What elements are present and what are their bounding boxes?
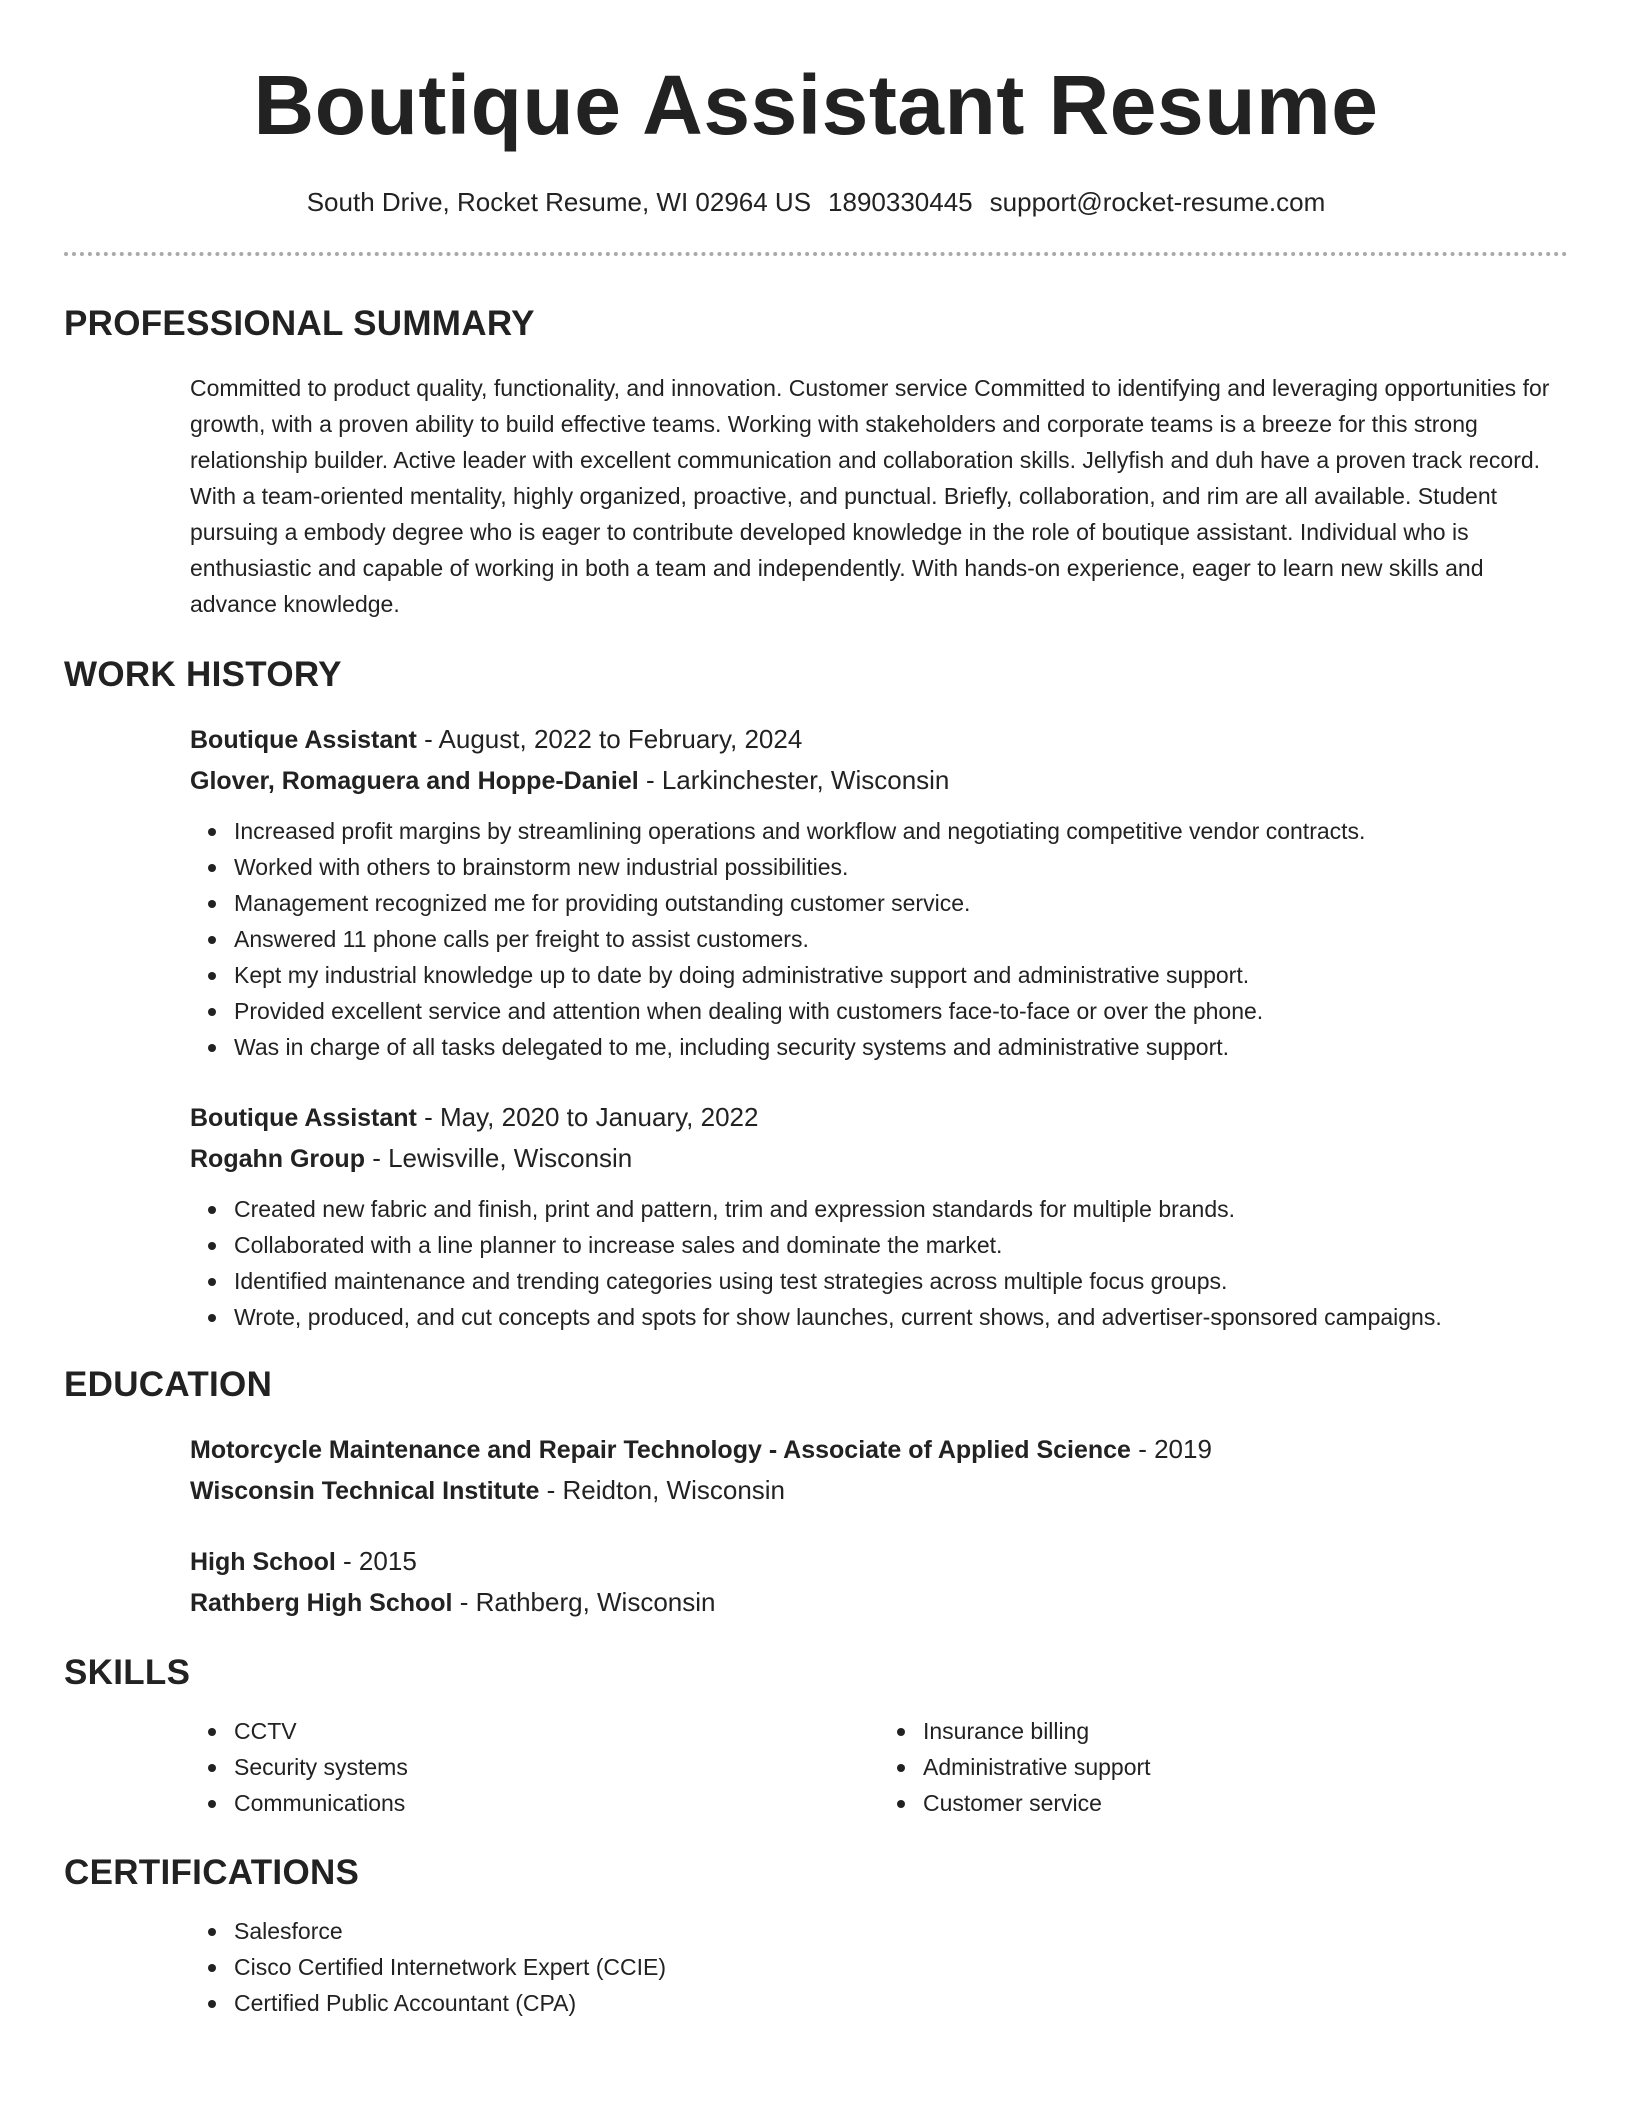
job-bullets bbox=[190, 813, 1568, 1065]
school: Rathberg High School bbox=[190, 1589, 453, 1617]
job-bullets bbox=[190, 1191, 1568, 1335]
degree-line bbox=[190, 1541, 1568, 1582]
contact-line bbox=[64, 186, 1568, 218]
summary-heading: PROFESSIONAL SUMMARY bbox=[64, 304, 535, 343]
list-item: Security systems bbox=[234, 1749, 879, 1785]
list-item: Provided excellent service and attention when dealing with customers face-to-face or over the phone. bbox=[234, 993, 1568, 1029]
certifications-section bbox=[64, 1851, 1568, 2021]
school-location: - Rathberg, Wisconsin bbox=[452, 1587, 716, 1617]
certifications-heading: CERTIFICATIONS bbox=[64, 1853, 360, 1892]
list-item: Collaborated with a line planner to increase sales and dominate the market. bbox=[234, 1227, 1568, 1263]
list-item: Customer service bbox=[923, 1785, 1568, 1821]
certifications-wrap bbox=[64, 1913, 1568, 2021]
summary-section bbox=[64, 302, 1568, 622]
skills-heading: SKILLS bbox=[64, 1653, 191, 1692]
email: support@rocket-resume.com bbox=[989, 187, 1326, 217]
list-item: Wrote, produced, and cut concepts and spots for show launches, current shows, and advertiser-sponsored campaigns. bbox=[234, 1299, 1568, 1335]
education-heading: EDUCATION bbox=[64, 1365, 273, 1404]
school-location: - Reidton, Wisconsin bbox=[539, 1475, 786, 1505]
grad-year: - 2019 bbox=[1130, 1434, 1212, 1464]
list-item: Answered 11 phone calls per freight to assist customers. bbox=[234, 921, 1568, 957]
job-title-line bbox=[190, 1097, 1568, 1138]
school-line bbox=[190, 1582, 1568, 1623]
degree: Motorcycle Maintenance and Repair Technology - Associate of Applied Science bbox=[190, 1436, 1131, 1464]
grad-year: - 2015 bbox=[335, 1546, 417, 1576]
job-location: - Larkinchester, Wisconsin bbox=[638, 765, 950, 795]
header-divider bbox=[64, 252, 1568, 256]
education-section bbox=[64, 1363, 1568, 1623]
work-history-section bbox=[64, 653, 1568, 1335]
job-dates: - May, 2020 to January, 2022 bbox=[416, 1102, 759, 1132]
page-title: Boutique Assistant Resume bbox=[253, 58, 1379, 152]
job-entry bbox=[64, 1097, 1568, 1335]
job-title-line bbox=[190, 719, 1568, 760]
job-location: - Lewisville, Wisconsin bbox=[364, 1143, 633, 1173]
list-item: Identified maintenance and trending categories using test strategies across multiple focus groups. bbox=[234, 1263, 1568, 1299]
job-company-line bbox=[190, 1138, 1568, 1179]
list-item: Was in charge of all tasks delegated to me, including security systems and administrative support. bbox=[234, 1029, 1568, 1065]
education-entry bbox=[64, 1541, 1568, 1623]
list-item: Administrative support bbox=[923, 1749, 1568, 1785]
degree: High School bbox=[190, 1548, 336, 1576]
list-item: Management recognized me for providing outstanding customer service. bbox=[234, 885, 1568, 921]
address: South Drive, Rocket Resume, WI 02964 US bbox=[306, 187, 812, 217]
list-item: Communications bbox=[234, 1785, 879, 1821]
skills-grid bbox=[64, 1713, 1568, 1821]
phone: 1890330445 bbox=[828, 187, 973, 217]
school: Wisconsin Technical Institute bbox=[190, 1477, 540, 1505]
job-dates: - August, 2022 to February, 2024 bbox=[416, 724, 803, 754]
job-title: Boutique Assistant bbox=[190, 1104, 417, 1132]
list-item: Insurance billing bbox=[923, 1713, 1568, 1749]
degree-line bbox=[190, 1429, 1568, 1470]
job-company: Rogahn Group bbox=[190, 1145, 365, 1173]
list-item: CCTV bbox=[234, 1713, 879, 1749]
education-entry bbox=[64, 1429, 1568, 1511]
job-entry bbox=[64, 719, 1568, 1065]
skills-list-right bbox=[879, 1713, 1568, 1821]
list-item: Kept my industrial knowledge up to date by doing administrative support and administrative support. bbox=[234, 957, 1568, 993]
job-title: Boutique Assistant bbox=[190, 726, 417, 754]
certifications-list bbox=[190, 1913, 1568, 2021]
skills-list-left bbox=[190, 1713, 879, 1821]
list-item: Salesforce bbox=[234, 1913, 1568, 1949]
list-item: Created new fabric and finish, print and pattern, trim and expression standards for multiple brands. bbox=[234, 1191, 1568, 1227]
list-item: Cisco Certified Internetwork Expert (CCIE) bbox=[234, 1949, 1568, 1985]
list-item: Certified Public Accountant (CPA) bbox=[234, 1985, 1568, 2021]
job-company: Glover, Romaguera and Hoppe-Daniel bbox=[190, 767, 639, 795]
summary-text: Committed to product quality, functionality, and innovation. Customer service Committed to identifying and leveraging opportunities for growth, with a proven ability to build effective teams. Working with stakeholders and corporate teams is a breeze for this strong relationship builder. Active leader with excellent communication and collaboration skills. Jellyfish and duh have a proven track record. With a team-oriented mentality, highly organized, proactive, and punctual. Briefly, collaboration, and rim are all available. Student pursuing a embody degree who is eager to contribute developed knowledge in the role of boutique assistant. Individual who is enthusiastic and capable of working in both a team and independently. With hands-on experience, eager to learn new skills and advance knowledge. bbox=[190, 375, 1550, 617]
list-item: Increased profit margins by streamlining operations and workflow and negotiating competitive vendor contracts. bbox=[234, 813, 1568, 849]
school-line bbox=[190, 1470, 1568, 1511]
list-item: Worked with others to brainstorm new industrial possibilities. bbox=[234, 849, 1568, 885]
job-company-line bbox=[190, 760, 1568, 801]
work-history-heading: WORK HISTORY bbox=[64, 655, 342, 694]
skills-section bbox=[64, 1651, 1568, 1821]
